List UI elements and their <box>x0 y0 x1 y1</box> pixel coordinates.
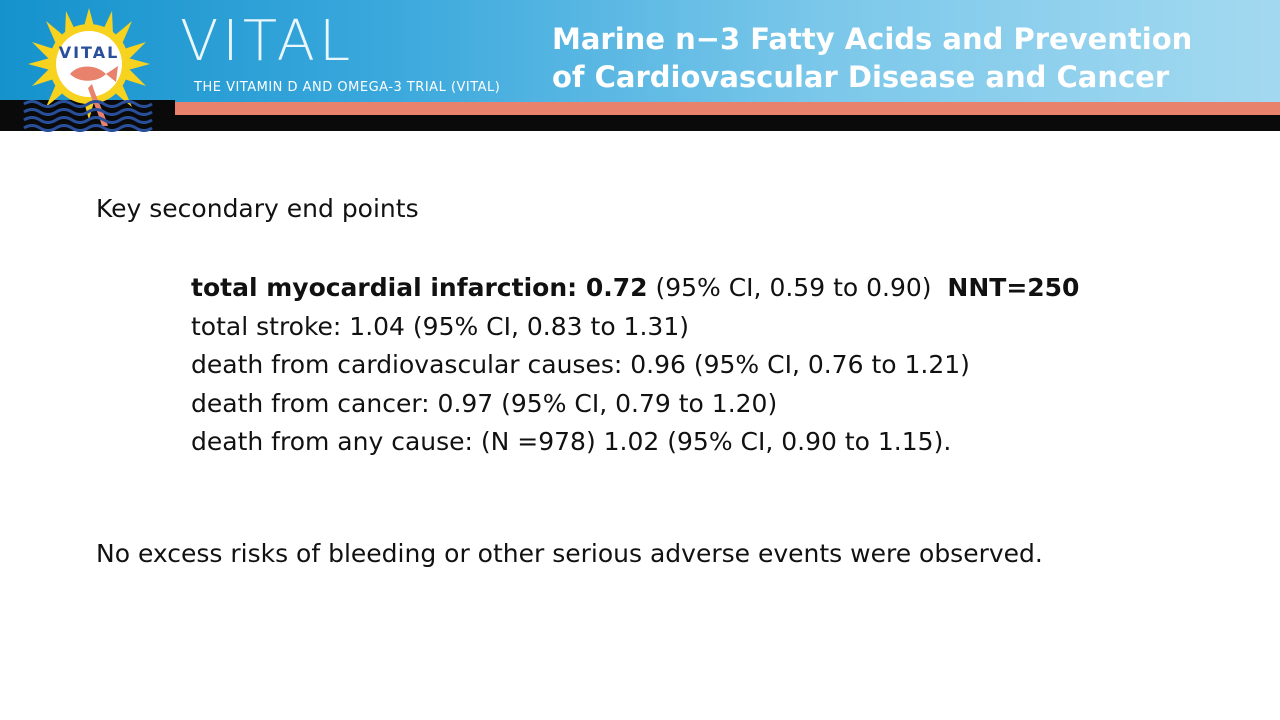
endpoint-row: total stroke: 1.04 (95% CI, 0.83 to 1.31) <box>191 311 689 341</box>
accent-bar <box>170 102 1280 115</box>
sun-fish-icon <box>18 8 160 132</box>
slide-title-line-2: of Cardiovascular Disease and Cancer <box>552 60 1170 94</box>
endpoint-value: 0.72 <box>585 273 648 302</box>
slide-body <box>0 131 1280 720</box>
brand-subtitle: THE VITAMIN D AND OMEGA-3 TRIAL (VITAL) <box>194 80 501 95</box>
slide-title-line-1: Marine n−3 Fatty Acids and Prevention <box>552 22 1193 56</box>
endpoint-ci: (95% CI, 0.59 to 0.90) <box>647 273 948 302</box>
safety-note: No excess risks of bleeding or other serious adverse events were observed. <box>96 539 1043 568</box>
endpoint-row: death from cardiovascular causes: 0.96 (95% CI, 0.76 to 1.21) <box>191 350 970 379</box>
endpoint-label: total myocardial infarction: <box>191 273 586 302</box>
endpoint-row-mi <box>191 269 1079 308</box>
endpoint-nnt: NNT=250 <box>947 273 1080 302</box>
section-heading: Key secondary end points <box>96 194 419 223</box>
divider-bar <box>0 115 1280 131</box>
vital-logo <box>18 8 160 132</box>
brand-name: VITAL <box>180 9 355 74</box>
endpoint-row: death from cancer: 0.97 (95% CI, 0.79 to 1.20) <box>191 388 778 418</box>
endpoint-list <box>191 269 1079 462</box>
endpoint-row: death from any cause: (N =978) 1.02 (95% CI, 0.90 to 1.15). <box>191 427 952 456</box>
slide-title <box>552 20 1252 96</box>
logo-text: VITAL <box>58 43 120 62</box>
